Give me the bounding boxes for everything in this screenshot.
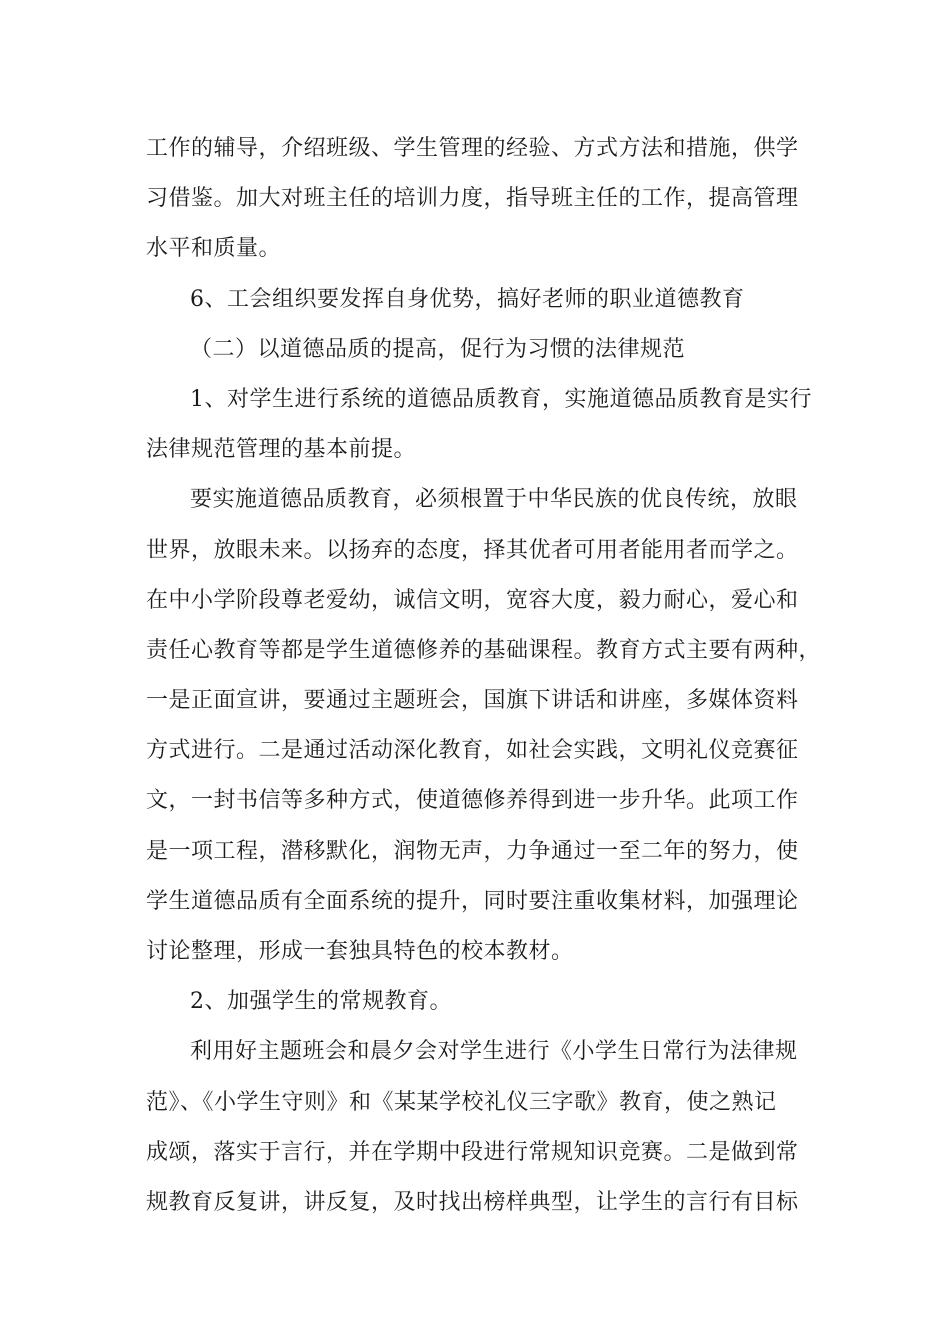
text-line: 一是正面宣讲，要通过主题班会，国旗下讲话和讲座，多媒体资料 <box>146 688 799 714</box>
text-line: 世界，放眼未来。以扬弃的态度，择其优者可用者能用者而学之。 <box>146 537 799 563</box>
text-line: 讨论整理，形成一套独具特色的校本教材。 <box>146 939 574 964</box>
section-heading: （二）以道德品质的提高，促行为习惯的法律规范 <box>190 336 686 362</box>
text-line: 工作的辅导，介绍班级、学生管理的经验、方式方法和措施，供学 <box>146 136 799 161</box>
numbered-item-heading: 2、加强学生的常规教育。 <box>190 989 452 1015</box>
text-line: 法律规范管理的基本前提。 <box>146 437 417 463</box>
numbered-item-heading: 1、对学生进行系统的道德品质教育，实施道德品质教育是实行 <box>190 386 812 412</box>
text-line: 范》、《小学生守则》和《某某学校礼仪三字歌》教育，使之熟记 <box>146 1089 777 1115</box>
paragraph-first-line: 要实施道德品质教育，必须根置于中华民族的优良传统，放眼 <box>190 487 798 513</box>
text-line: 责任心教育等都是学生道德修养的基础课程。教育方式主要有两种， <box>146 637 822 663</box>
text-line: 是一项工程，潜移默化，润物无声，力争通过一至二年的努力，使 <box>146 838 799 864</box>
text-line: 学生道德品质有全面系统的提升，同时要注重收集材料，加强理论 <box>146 888 799 914</box>
text-line: 在中小学阶段尊老爱幼，诚信文明，宽容大度，毅力耐心，爱心和 <box>146 587 799 613</box>
text-line: 水平和质量。 <box>146 236 282 262</box>
text-line: 成颂，落实于言行，并在学期中段进行常规知识竞赛。二是做到常 <box>146 1139 799 1165</box>
paragraph-first-line: 利用好主题班会和晨夕会对学生进行《小学生日常行为法律规 <box>190 1039 798 1065</box>
text-line: 规教育反复讲，讲反复，及时找出榜样典型，让学生的言行有目标 <box>146 1189 799 1215</box>
text-line: 文，一封书信等多种方式，使道德修养得到进一步升华。此项工作 <box>146 788 799 814</box>
numbered-item-heading: 6、工会组织要发挥自身优势，搞好老师的职业道德教育 <box>190 286 745 312</box>
document-body <box>146 124 822 1228</box>
text-line: 方式进行。二是通过活动深化教育，如社会实践，文明礼仪竞赛征 <box>146 738 799 764</box>
text-line: 习借鉴。加大对班主任的培训力度，指导班主任的工作，提高管理 <box>146 186 799 212</box>
